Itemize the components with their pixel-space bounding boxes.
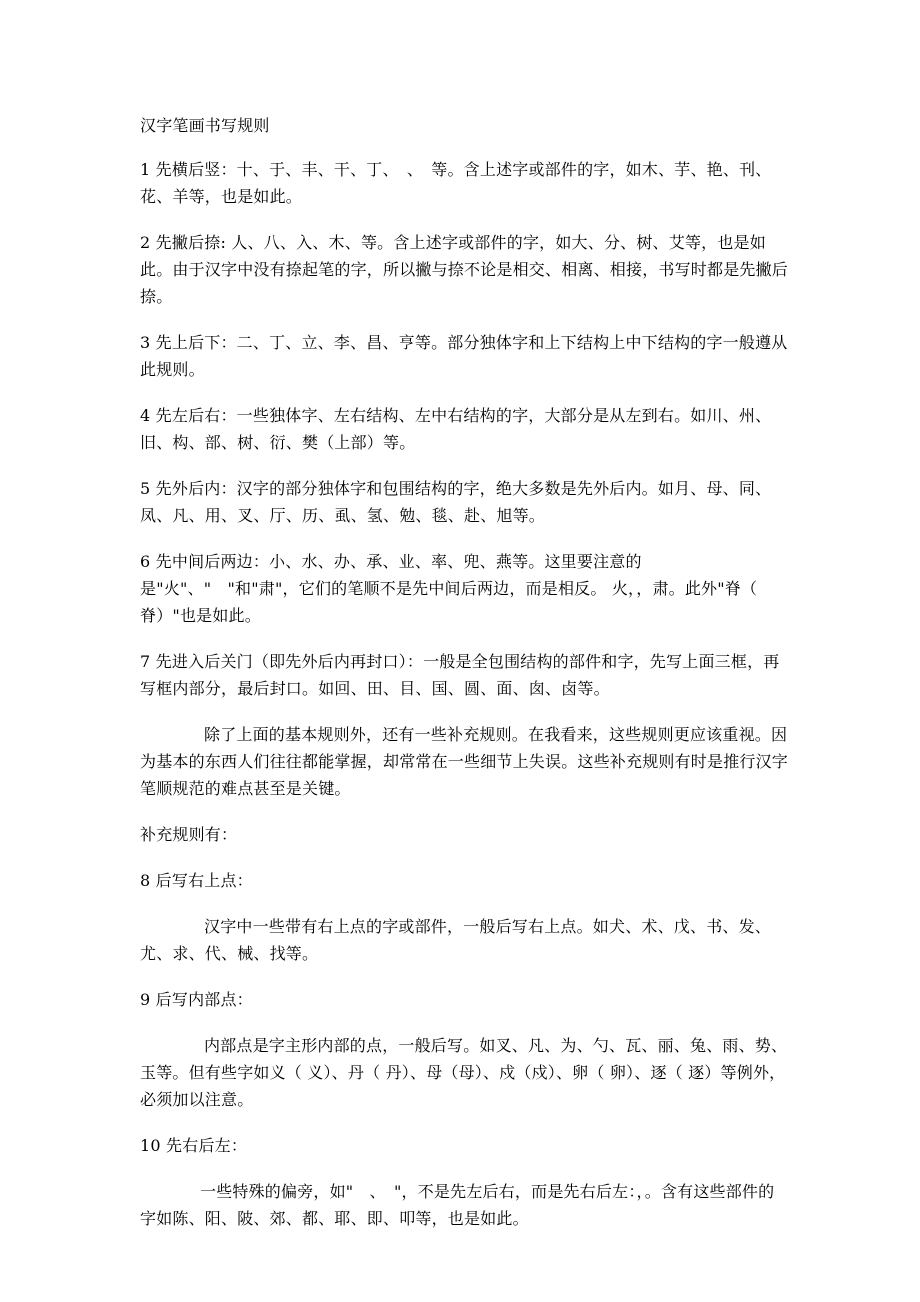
rule-2-paragraph: 2 先撇后捺: 人、八、入、木、等。含上述字或部件的字，如大、分、树、艾等，也是如此。由于汉字中没有捺起笔的字，所以撇与捺不论是相交、相离、相接，书写时都是先撇后捺。 [140,233,789,306]
rule-8-heading: 8 后写右上点： [140,871,253,890]
rule-10-body: 一些特殊的偏旁，如" 、 "，不是先左后右，而是先右后左：，。含有这些部件的字如陈、阳、陂、郊、都、耶、即、叩等，也是如此。 [140,1182,775,1228]
rule-3-paragraph: 3 先上后下：二、丁、立、李、昌、亨等。部分独体字和上下结构上中下结构的字一般遵从此规则。 [140,333,788,379]
rule-7-paragraph: 7 先进入后关门（即先外后内再封口）：一般是全包围结构的部件和字，先写上面三框，再写框内部分，最后封口。如回、田、目、国、圆、面、囱、卤等。 [140,652,780,698]
rule-8-body: 汉字中一些带有右上点的字或部件，一般后写右上点。如犬、术、戊、书、发、尤、求、代、械、找等。 [140,917,772,963]
supplement-heading: 补充规则有： [140,825,238,844]
rule-4-paragraph: 4 先左后右：一些独体字、左右结构、左中右结构的字，大部分是从左到右。如川、州、旧、构、部、树、衍、樊（上部）等。 [140,406,772,452]
rule-5-paragraph: 5 先外后内：汉字的部分独体字和包围结构的字，绝大多数是先外后内。如月、母、同、凤、凡、用、叉、厅、历、虱、氢、勉、毯、赴、旭等。 [140,479,772,525]
rule-10-heading: 10 先右后左： [140,1136,248,1155]
document-page [140,112,790,1251]
supplement-intro-paragraph: 除了上面的基本规则外，还有一些补充规则。在我看来，这些规则更应该重视。因为基本的东西人们往往都能掌握，却常常在一些细节上失误。这些补充规则有时是推行汉字笔顺规范的难点甚至是关键。 [140,725,789,798]
rule-6-paragraph: 6 先中间后两边：小、水、办、承、业、率、兜、燕等。这里要注意的是"火"、" "和"肃"，它们的笔顺不是先中间后两边，而是相反。 火，，肃。此外"脊（ 脊）"也是如此。 [140,552,774,625]
rule-9-heading: 9 后写内部点： [140,990,253,1009]
document-title: 汉字笔画书写规则 [140,116,270,135]
rule-9-body: 内部点是字主形内部的点，一般后写。如叉、凡、为、勺、瓦、丽、兔、雨、势、玉等。但有些字如义（ 义）、丹（ 丹）、母（母）、戍（戍）、卵（ 卵）、逐（ 逐）等例外，必须加以注意。 [140,1036,788,1109]
rule-1-paragraph: 1 先横后竖：十、于、丰、干、丁、 、 等。含上述字或部件的字，如木、芋、艳、刊、花、羊等，也是如此。 [140,160,772,206]
